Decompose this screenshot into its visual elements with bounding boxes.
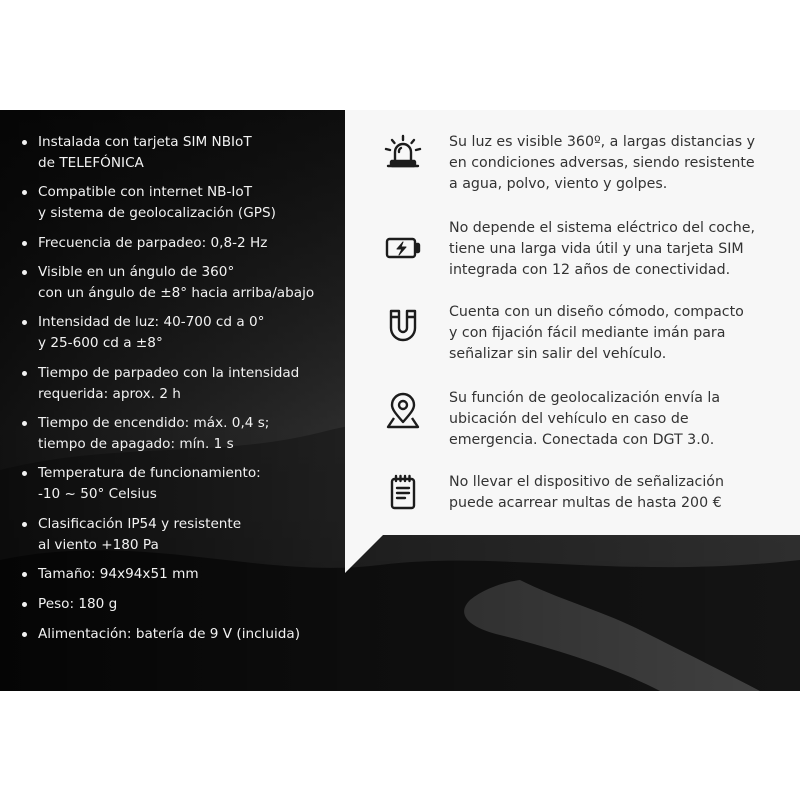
bullet-icon (22, 270, 27, 275)
location-pin-icon (383, 392, 423, 432)
feature-text-line: y con fijación fácil mediante imán para (449, 325, 726, 341)
bullet-icon (22, 522, 27, 527)
spec-item (22, 132, 342, 173)
spec-item (22, 262, 342, 303)
feature-text-line: tiene una larga vida útil y una tarjeta SIM (449, 241, 744, 257)
feature-text-line: integrada con 12 años de conectividad. (449, 262, 731, 278)
feature-list (345, 110, 800, 535)
feature-text-line: a agua, polvo, viento y golpes. (449, 176, 668, 192)
bullet-icon (22, 572, 27, 577)
spec-text-line: de TELEFÓNICA (38, 154, 144, 171)
spec-text-line: Tiempo de parpadeo con la intensidad (38, 365, 300, 381)
spec-item (22, 594, 342, 615)
feature-text (449, 388, 794, 451)
feature-text-line: señalizar sin salir del vehículo. (449, 346, 667, 362)
feature-text-line: Su luz es visible 360º, a largas distancias y (449, 134, 756, 150)
spec-item (22, 182, 342, 223)
feature-text-line: No llevar el dispositivo de señalización (449, 474, 724, 490)
bullet-icon (22, 241, 27, 246)
spec-text-line: y sistema de geolocalización (GPS) (38, 204, 276, 221)
feature-text-line: puede acarrear multas de hasta 200 € (449, 495, 722, 511)
notepad-icon (383, 472, 423, 512)
spec-text-line: Alimentación: batería de 9 V (incluida) (38, 626, 300, 642)
spec-text-line: Visible en un ángulo de 360° (38, 264, 235, 280)
bullet-icon (22, 602, 27, 607)
bullet-icon (22, 320, 27, 325)
siren-icon (383, 132, 423, 172)
spec-text-line: con un ángulo de ±8° hacia arriba/abajo (38, 284, 315, 301)
feature-text (449, 218, 794, 281)
spec-item (22, 564, 342, 585)
spec-text-line: Tiempo de encendido: máx. 0,4 s; (38, 415, 270, 431)
feature-text-line: No depende el sistema eléctrico del coche, (449, 220, 755, 236)
spec-text-line: Clasificación IP54 y resistente (38, 516, 242, 532)
product-info-panel (0, 110, 800, 691)
spec-item (22, 514, 342, 555)
spec-item (22, 312, 342, 353)
feature-text-line: en condiciones adversas, siendo resistente (449, 155, 755, 171)
spec-text-line: -10 ~ 50° Celsius (38, 485, 157, 502)
spec-text-line: Instalada con tarjeta SIM NBIoT (38, 134, 252, 150)
battery-icon (383, 228, 423, 268)
spec-text-line: al viento +180 Pa (38, 536, 159, 553)
feature-text (449, 302, 794, 365)
spec-item (22, 463, 342, 504)
feature-text-line: ubicación del vehículo en caso de (449, 411, 689, 427)
spec-text-line: Compatible con internet NB-IoT (38, 184, 253, 200)
feature-text-line: emergencia. Conectada con DGT 3.0. (449, 432, 715, 448)
spec-text-line: Frecuencia de parpadeo: 0,8-2 Hz (38, 235, 268, 251)
feature-text (449, 132, 794, 195)
bullet-icon (22, 190, 27, 195)
spec-item (22, 624, 342, 645)
spec-item (22, 363, 342, 404)
spec-text-line: Intensidad de luz: 40-700 cd a 0° (38, 314, 265, 330)
bullet-icon (22, 371, 27, 376)
spec-text-line: Temperatura de funcionamiento: (38, 465, 261, 481)
feature-text (449, 472, 794, 514)
bullet-icon (22, 140, 27, 145)
spec-item (22, 233, 342, 254)
bullet-icon (22, 471, 27, 476)
feature-text-line: Cuenta con un diseño cómodo, compacto (449, 304, 744, 320)
spec-text-line: Peso: 180 g (38, 596, 118, 612)
bullet-icon (22, 421, 27, 426)
spec-text-line: tiempo de apagado: mín. 1 s (38, 435, 234, 452)
magnet-icon (383, 306, 423, 346)
spec-list (0, 110, 345, 691)
feature-text-line: Su función de geolocalización envía la (449, 390, 721, 406)
speech-notch (345, 535, 383, 573)
spec-item (22, 413, 342, 454)
spec-text-line: y 25-600 cd a ±8° (38, 334, 163, 351)
spec-text-line: Tamaño: 94x94x51 mm (38, 566, 199, 582)
bullet-icon (22, 632, 27, 637)
spec-text-line: requerida: aprox. 2 h (38, 385, 181, 402)
